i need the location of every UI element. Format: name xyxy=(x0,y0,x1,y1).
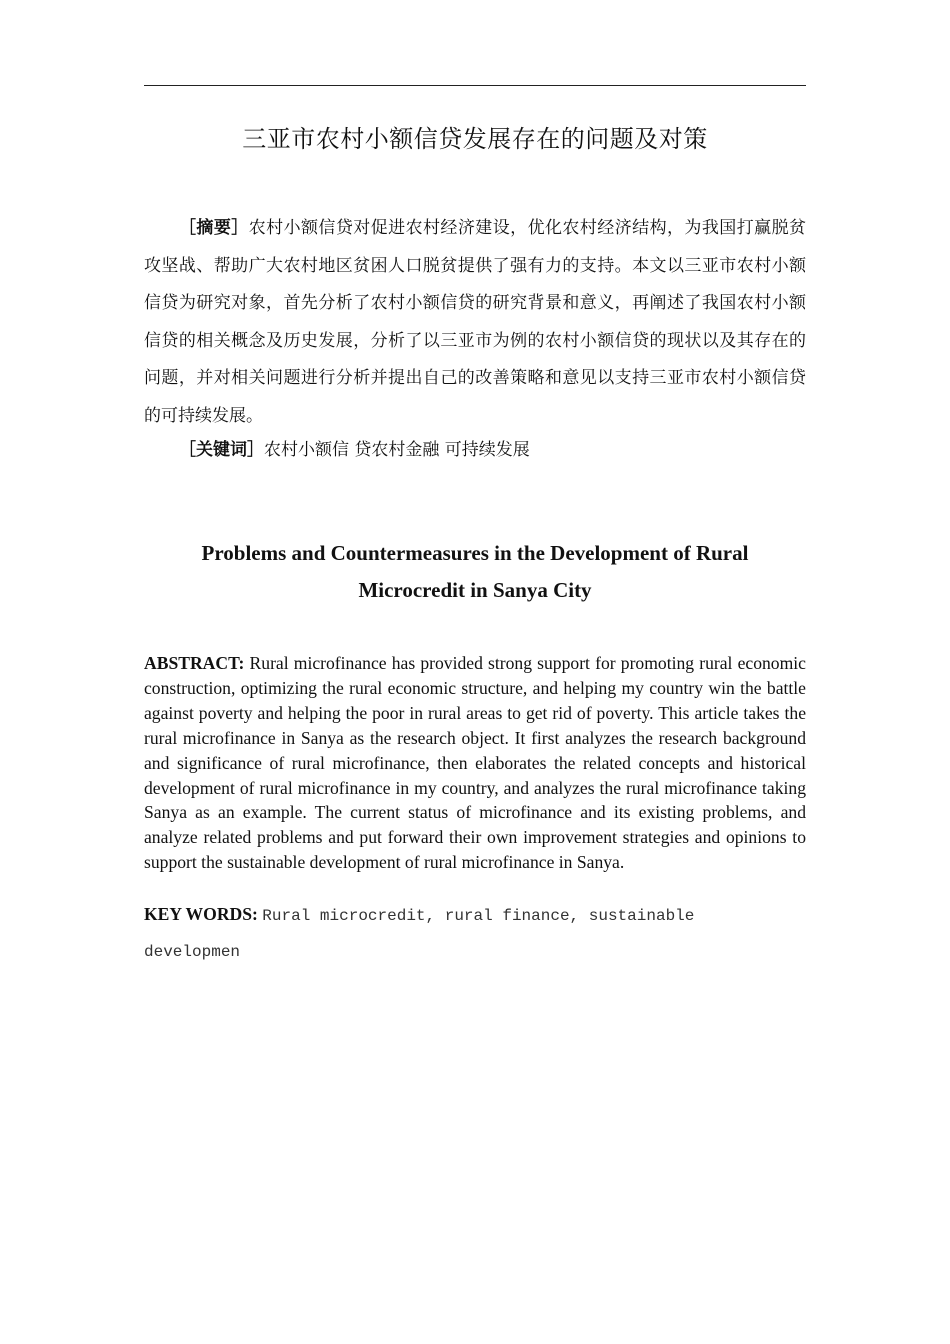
chinese-abstract xyxy=(144,210,806,436)
english-keywords-text: Rural microcredit, rural finance, sustainable developmen xyxy=(144,907,695,961)
chinese-keywords xyxy=(144,432,806,468)
english-title: Problems and Countermeasures in the Development of Rural Microcredit in Sanya City xyxy=(201,541,749,602)
header-rule xyxy=(144,85,806,86)
english-keywords-label: KEY WORDS: xyxy=(144,904,258,924)
english-abstract-label: ABSTRACT: xyxy=(144,653,245,673)
chinese-abstract-label: ［摘要］ xyxy=(179,218,249,238)
chinese-abstract-text: 农村小额信贷对促进农村经济建设，优化农村经济结构，为我国打赢脱贫攻坚战、帮助广大农村地区贫困人口脱贫提供了强有力的支持。本文以三亚市农村小额信贷为研究对象，首先分析了农村小额信贷的研究背景和意义，再阐述了我国农村小额信贷的相关概念及历史发展，分析了以三亚市为例的农村小额信贷的现状以及其存在的问题，并对相关问题进行分析并提出自己的改善策略和意见以支持三亚市农村小额信贷的可持续发展。 xyxy=(144,218,807,426)
english-keywords xyxy=(144,897,744,969)
chinese-title: 三亚市农村小额信贷发展存在的问题及对策 xyxy=(242,125,708,153)
english-abstract xyxy=(144,651,806,875)
english-abstract-text: Rural microfinance has provided strong support for promoting rural economic construction, optimizing the rural economic structure, and helping my country win the battle against poverty and helping the poor in rural areas to get rid of poverty. This article takes the rural microfinance in Sanya as the research object. It first analyzes the research background and significance of rural microfinance, then elaborates the related concepts and historical development of rural microfinance in my country, and analyzes the rural microfinance taking Sanya as an example. The current status of microfinance and its existing problems, and analyze related problems and put forward their own improvement strategies and opinions to support the sustainable development of rural microfinance in Sanya. xyxy=(144,653,806,873)
chinese-keywords-label: ［关键词］ xyxy=(179,440,264,460)
chinese-keywords-text: 农村小额信 贷农村金融 可持续发展 xyxy=(264,440,530,460)
